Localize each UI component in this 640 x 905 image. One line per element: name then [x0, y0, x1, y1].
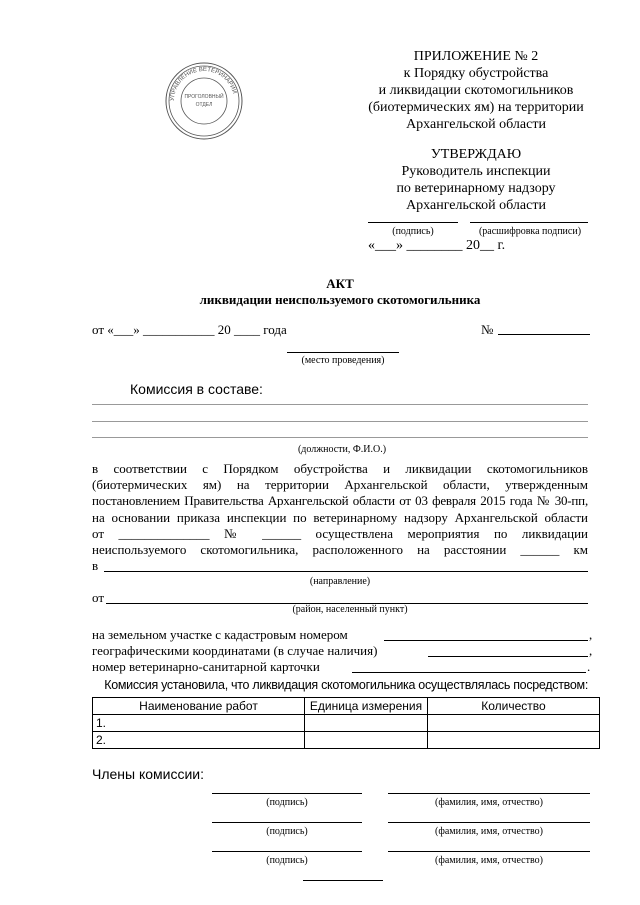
title-line2: ликвидации неиспользуемого скотомогильника — [199, 292, 481, 307]
title-line1: АКТ — [326, 276, 354, 291]
table-cell[interactable]: 2. — [93, 732, 305, 749]
members-caption: (должности, Ф.И.О.) — [297, 444, 387, 455]
approval-line: Руководитель инспекции — [401, 164, 551, 179]
place-caption: (место проведения) — [301, 355, 385, 366]
body-line: (биотермических ям) на территории Архангельской области, утвержденным — [92, 477, 588, 493]
cadastral-input[interactable] — [384, 640, 588, 641]
member-signature-caption: (подпись) — [266, 855, 308, 866]
approval-line: по ветеринарному надзору — [396, 181, 556, 196]
body-line: от ______________ № ______ осуществлена мероприятия по ликвидации — [92, 525, 588, 541]
appendix-line: (биотермических ям) на территории — [368, 100, 584, 115]
place-line[interactable] — [287, 352, 399, 353]
footer-rule — [303, 880, 383, 881]
table-cell[interactable] — [305, 732, 428, 749]
direction-caption: (направление) — [309, 576, 371, 587]
col-header-works: Наименование работ — [93, 698, 305, 715]
approval-signature-line[interactable] — [368, 222, 458, 223]
member-signature-line[interactable] — [212, 822, 362, 823]
district-caption: (район, населенный пункт) — [292, 604, 408, 615]
document-title — [0, 276, 640, 308]
svg-text:ОТДЕЛ: ОТДЕЛ — [195, 102, 213, 108]
land-line: номер ветеринарно-санитарной карточки — [92, 659, 320, 674]
member-name-line[interactable] — [388, 793, 590, 794]
act-number-label: № — [481, 322, 494, 337]
col-header-unit: Единица измерения — [305, 698, 428, 715]
member-signature-caption: (подпись) — [266, 826, 308, 837]
table-cell[interactable] — [428, 715, 600, 732]
vet-card-input[interactable] — [352, 672, 586, 673]
appendix-line: ПРИЛОЖЕНИЕ № 2 — [413, 49, 539, 64]
member-signature-caption: (подпись) — [266, 797, 308, 808]
approval-line: Архангельской области — [406, 198, 546, 213]
body-line: постановлением Правительства Архангельской области от 03 февраля 2015 года № 30-пп, — [92, 493, 588, 509]
body-line: на основании приказа инспекции по ветеринарному надзору Архангельской области — [92, 509, 588, 525]
commission-line[interactable] — [92, 421, 588, 422]
land-block — [92, 627, 377, 675]
appendix-line: и ликвидации скотомогильников — [378, 83, 574, 98]
conclusion-text: Комиссия установила, что ликвидация скотомогильника осуществлялась посредством: — [104, 678, 588, 692]
member-name-line[interactable] — [388, 851, 590, 852]
approval-decode-line[interactable] — [470, 222, 588, 223]
table-row — [93, 732, 600, 749]
table-cell[interactable] — [428, 732, 600, 749]
col-header-quantity: Количество — [428, 698, 600, 715]
direction-line[interactable] — [104, 571, 588, 572]
table-cell[interactable] — [305, 715, 428, 732]
table-cell[interactable]: 1. — [93, 715, 305, 732]
member-signature-line[interactable] — [212, 851, 362, 852]
member-name-caption: (фамилия, имя, отчество) — [435, 797, 543, 808]
stamp-inner-text: ПРОГОЛОВНЫЙ — [184, 94, 224, 100]
act-number-line[interactable] — [498, 334, 590, 335]
body-paragraph — [92, 461, 588, 558]
ot-label: от — [92, 590, 105, 605]
round-stamp — [163, 60, 245, 142]
approval-date[interactable]: «___» ________ 20__ г. — [368, 238, 506, 253]
member-name-caption: (фамилия, имя, отчество) — [435, 855, 543, 866]
act-date-field[interactable]: от «___» ___________ 20 ____ года — [92, 322, 287, 337]
works-table — [92, 697, 600, 749]
stamp-outer-text: УПРАВЛЕНИЕ ВЕТЕРИНАРИИ — [169, 66, 238, 102]
appendix-line: к Порядку обустройства — [403, 66, 549, 81]
member-name-line[interactable] — [388, 822, 590, 823]
land-line: географическими координатами (в случае наличия) — [92, 643, 378, 658]
coordinates-input[interactable] — [428, 656, 588, 657]
member-signature-line[interactable] — [212, 793, 362, 794]
signature-caption: (подпись) — [392, 226, 434, 237]
member-name-caption: (фамилия, имя, отчество) — [435, 826, 543, 837]
commission-line[interactable] — [92, 404, 588, 405]
members-label: Члены комиссии: — [92, 766, 205, 782]
approval-heading: УТВЕРЖДАЮ — [430, 147, 522, 162]
land-line: на земельном участке с кадастровым номером — [92, 627, 348, 642]
commission-label: Комиссия в составе: — [130, 381, 263, 397]
appendix-block — [352, 48, 600, 133]
decode-caption: (расшифровка подписи) — [478, 226, 582, 237]
body-line: в соответствии с Порядком обустройства и ликвидации скотомогильников — [92, 461, 588, 476]
table-row — [93, 715, 600, 732]
approval-block — [352, 146, 600, 214]
commission-line[interactable] — [92, 437, 588, 438]
v-label: в — [92, 558, 99, 573]
appendix-line: Архангельской области — [406, 117, 546, 132]
body-line: неиспользуемого скотомогильника, расположенного на расстоянии ______ км — [92, 542, 588, 558]
